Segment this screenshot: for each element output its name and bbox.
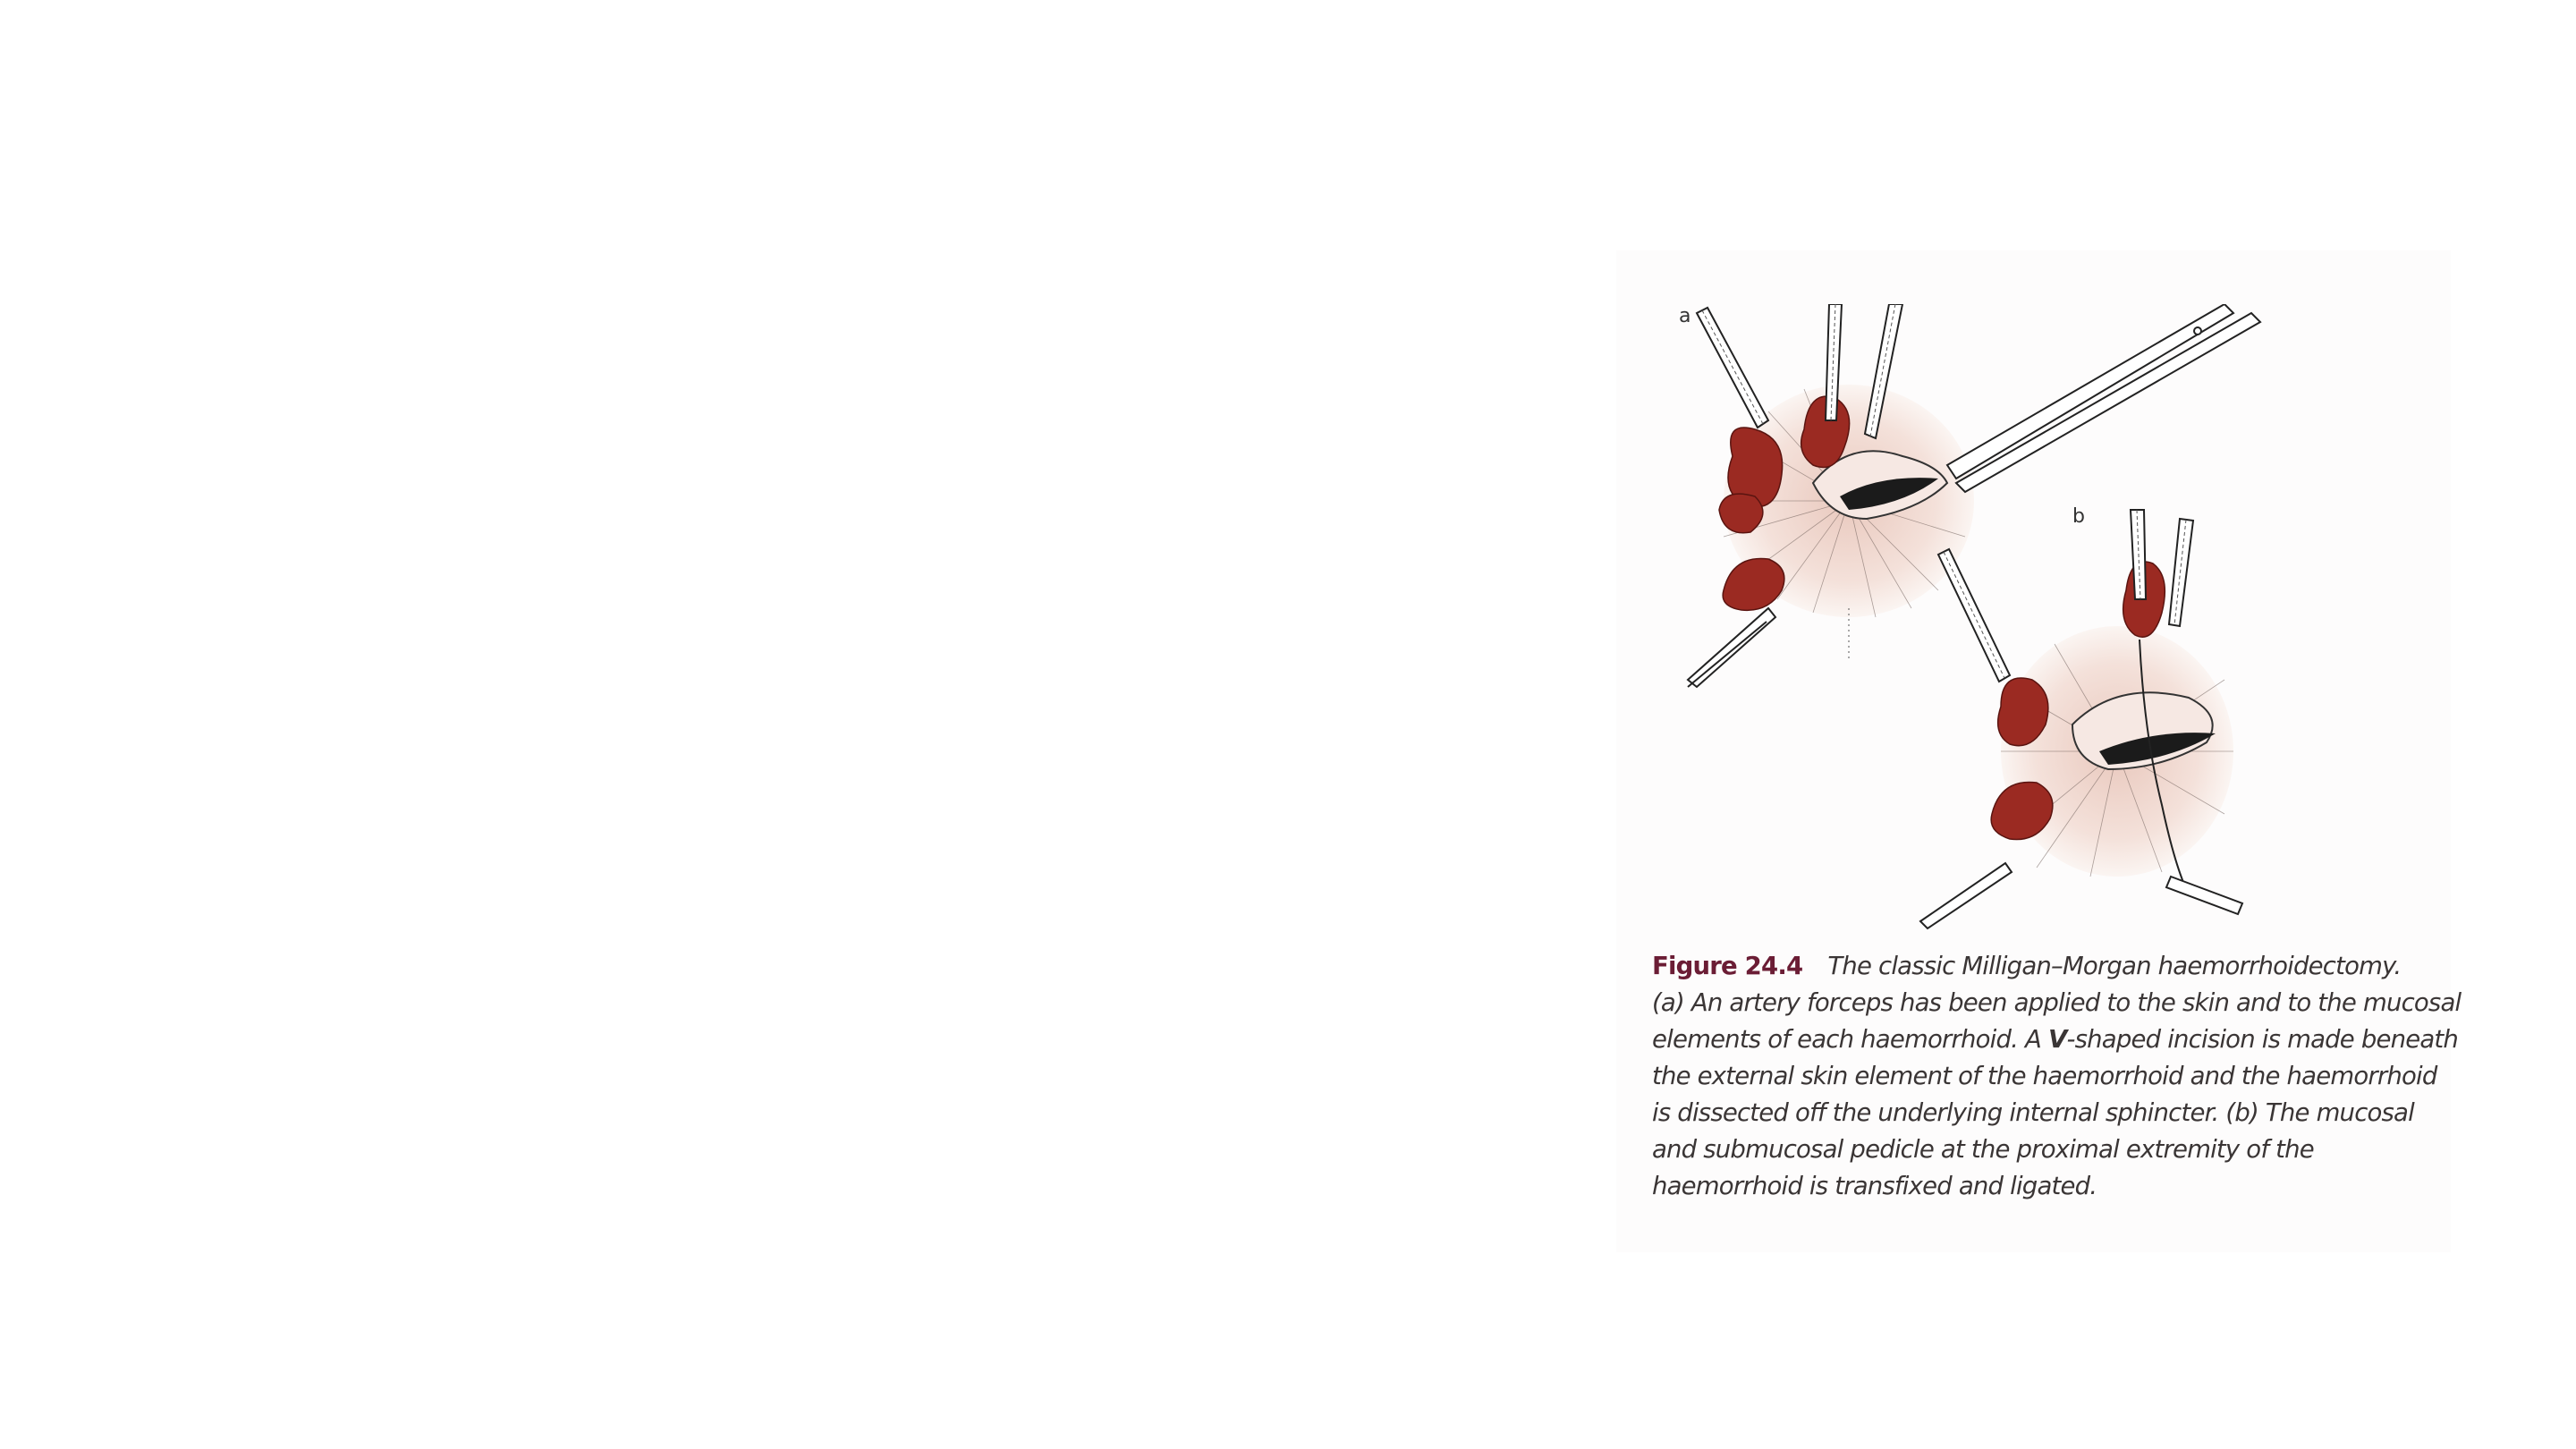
caption-line-2-post: -shaped incision is made beneath	[2066, 1025, 2459, 1054]
panel-a-drawing	[1679, 304, 2260, 687]
figure-caption	[1652, 948, 2462, 1205]
caption-line-6: haemorrhoid is transfixed and ligated.	[1652, 1172, 2097, 1200]
figure-panel	[1616, 250, 2462, 1252]
caption-title-line	[1652, 948, 2421, 985]
caption-line-2-bold: V	[2048, 1025, 2067, 1054]
caption-line-5: and submucosal pedicle at the proximal extremity of the	[1652, 1135, 2314, 1164]
figure-number: Figure 24.4	[1652, 952, 1803, 980]
haemorrhoidectomy-illustration	[1670, 304, 2278, 948]
caption-line-3: the external skin element of the haemorrhoid and the haemorrhoid	[1652, 1062, 2437, 1090]
caption-line-2	[1652, 1021, 2459, 1058]
panel-a-label: a	[1679, 305, 1691, 327]
caption-line-4: is dissected off the underlying internal sphincter. (b) The mucosal	[1652, 1098, 2414, 1127]
panel-b-label: b	[2072, 505, 2085, 528]
panel-b-drawing	[1920, 505, 2242, 928]
caption-line-1: (a) An artery forceps has been applied to the skin and to the mucosal	[1652, 988, 2462, 1017]
caption-line-2-pre: elements of each haemorrhoid. A	[1652, 1025, 2048, 1054]
caption-title: The classic Milligan–Morgan haemorrhoidectomy.	[1827, 952, 2402, 980]
